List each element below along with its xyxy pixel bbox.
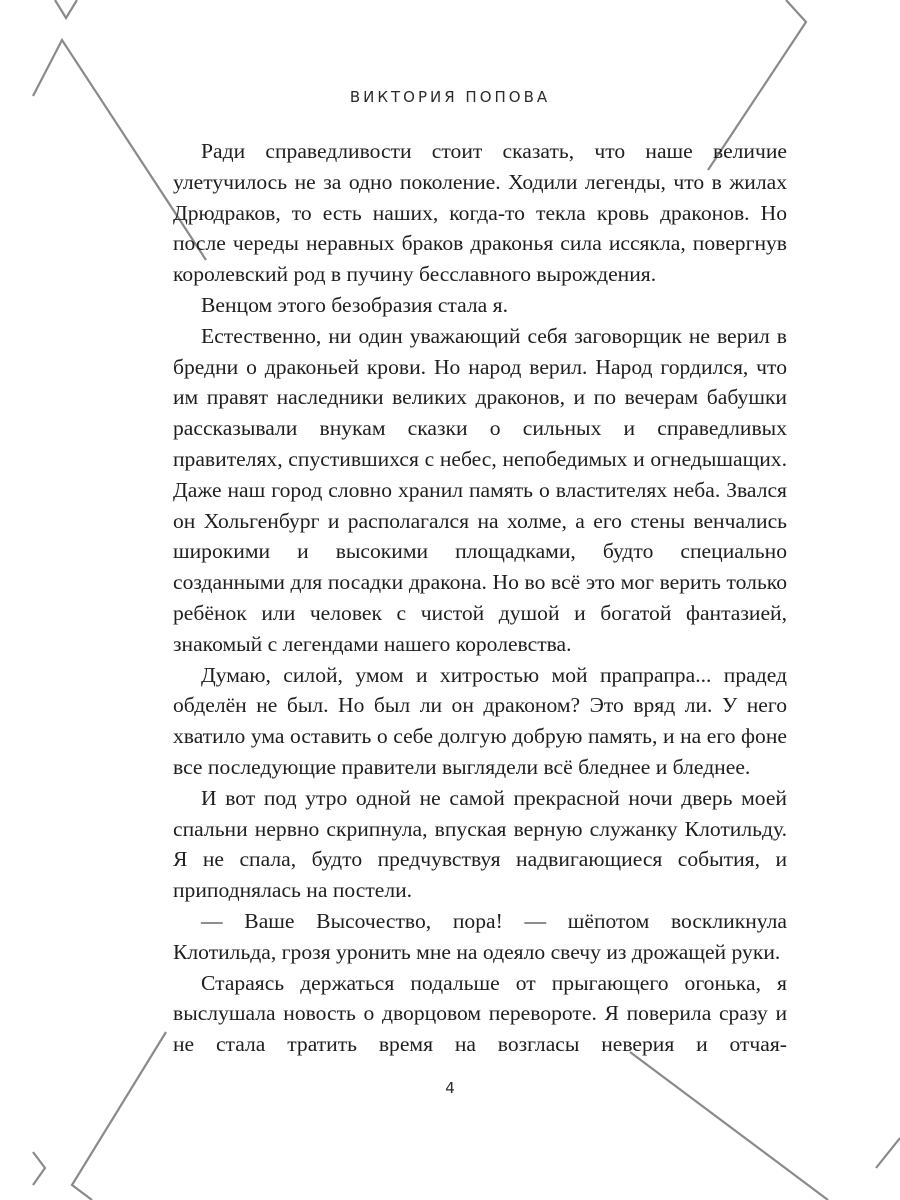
running-head-author: ВИКТОРИЯ ПОПОВА bbox=[349, 88, 551, 106]
paragraph: Стараясь держаться подальше от прыгающего огонька, я выслушала новость о дворцовом перевороте. Я поверила сразу и не стала тратить время на возгласы неверия и отчая- bbox=[173, 970, 787, 1057]
paragraph: — Ваше Высочество, пора! — шёпотом воскликнула Клотильда, грозя уронить мне на одеяло свечу из дрожащей руки. bbox=[173, 908, 787, 964]
paragraph: Венцом этого безобразия стала я. bbox=[201, 292, 508, 317]
bottom-left-small-chevron bbox=[33, 1152, 45, 1185]
body-text bbox=[173, 136, 787, 1060]
top-left-chevron-line bbox=[55, 0, 77, 18]
page-number: 4 bbox=[445, 1079, 455, 1097]
bottom-right-short-line bbox=[876, 1138, 900, 1168]
paragraph: Ради справедливости стоит сказать, что наше величие улетучилось не за одно поколение. Ходили легенды, что в жилах Дрюдраков, то есть наших, когда-то текла кровь драконов. Но после череды неравных браков драконья сила иссякла, повергнув королевский род в пучину бесславного вырождения. bbox=[173, 139, 787, 287]
bottom-left-line bbox=[72, 1032, 166, 1200]
paragraph: И вот под утро одной не самой прекрасной ночи дверь моей спальни нервно скрипнула, впуская верную служанку Клотильду. Я не спала, будто предчувствуя надвигающиеся события, и приподнялась на постели. bbox=[173, 785, 787, 903]
bottom-right-line bbox=[630, 1052, 828, 1200]
paragraph: Естественно, ни один уважающий себя заговорщик не верил в бредни о драконьей крови. Но народ верил. Народ гордился, что им правят наследники великих драконов, и по вечерам бабушки рассказывали внукам сказки о сильных и справедливых правителях, спустившихся с небес, непобедимых и огнедышащих. Даже наш город словно хранил память о властителях неба. Звался он Хольгенбург и располагался на холме, а его стены венчались широкими и высокими площадками, будто специально созданными для посадки дракона. Но во всё это мог верить только ребёнок или человек с чистой душой и богатой фантазией, знакомый с легендами нашего королевства. bbox=[173, 323, 787, 656]
paragraph: Думаю, силой, умом и хитростью мой прапрапра... прадед обделён не был. Но был ли он драконом? Это вряд ли. У него хватило ума оставить о себе долгую добрую память, и на его фоне все последующие правители выглядели всё бледнее и бледнее. bbox=[173, 662, 787, 779]
